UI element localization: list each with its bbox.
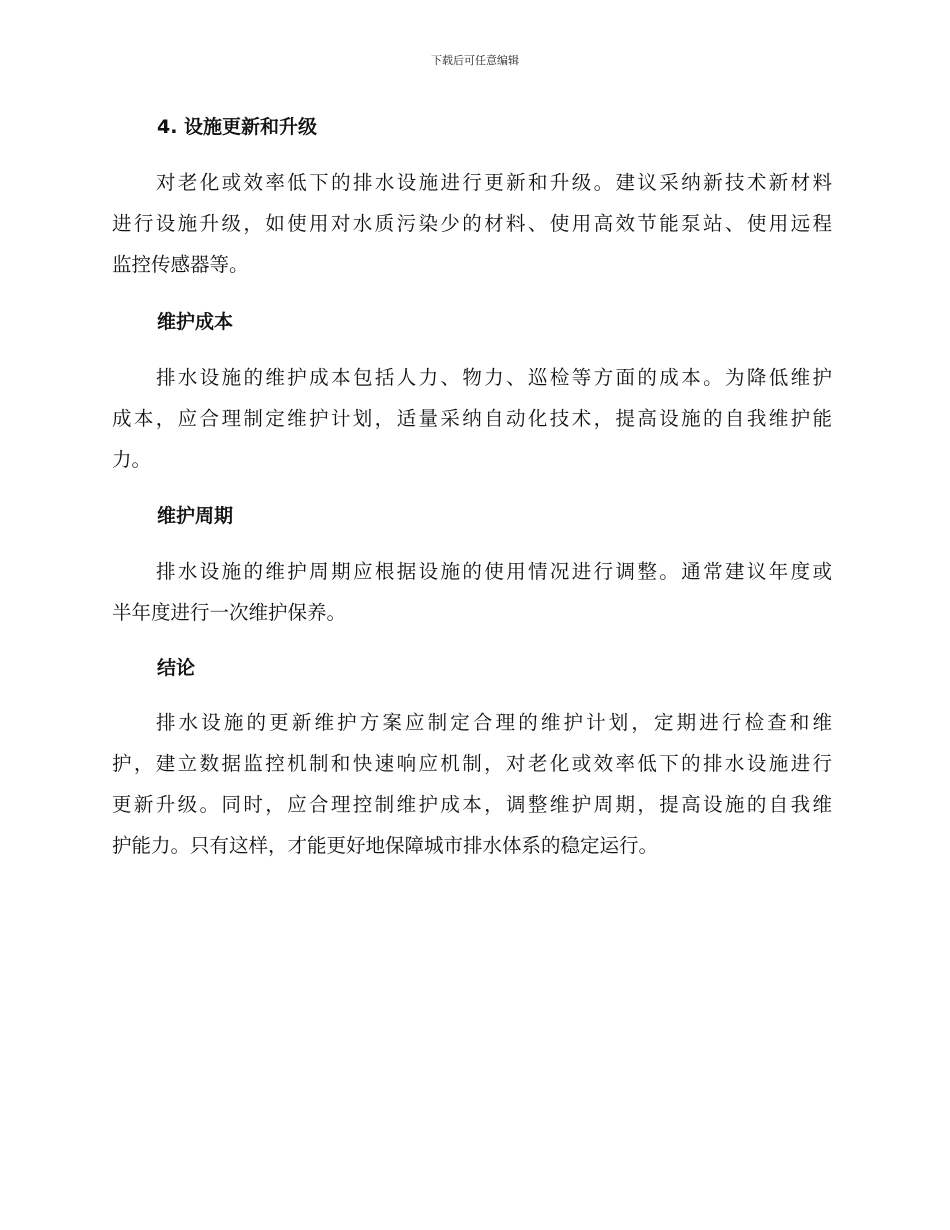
paragraph-line: 力。 <box>112 448 152 471</box>
paragraph-line: 护，建立数据监控机制和快速响应机制，对老化或效率低下的排水设施进行 <box>112 752 832 775</box>
section-paragraph-conclusion <box>112 702 832 866</box>
paragraph-line: 对老化或效率低下的排水设施进行更新和升级。建议采纳新技术新材料 <box>156 171 832 194</box>
section-heading-conclusion: 结论 <box>157 657 196 679</box>
paragraph-line: 半年度进行一次维护保养。 <box>112 601 347 624</box>
paragraph-line: 排水设施的维护周期应根据设施的使用情况进行调整。通常建议年度或 <box>156 560 832 583</box>
section-heading-maintenance-cycle: 维护周期 <box>157 505 234 527</box>
section-heading-upgrade: 4. 设施更新和升级 <box>157 116 318 138</box>
paragraph-line: 护能力。只有这样，才能更好地保障城市排水体系的稳定运行。 <box>112 834 659 857</box>
section-paragraph-upgrade <box>112 162 832 285</box>
paragraph-line: 排水设施的维护成本包括人力、物力、巡检等方面的成本。为降低维护 <box>156 366 832 389</box>
section-heading-maintenance-cost: 维护成本 <box>157 311 234 333</box>
paragraph-line: 进行设施升级，如使用对水质污染少的材料、使用高效节能泵站、使用远程 <box>112 212 832 235</box>
paragraph-line: 监控传感器等。 <box>112 253 249 276</box>
paragraph-line: 更新升级。同时，应合理控制维护成本，调整维护周期，提高设施的自我维 <box>112 793 832 816</box>
section-paragraph-maintenance-cost <box>112 357 832 480</box>
paragraph-line: 排水设施的更新维护方案应制定合理的维护计划，定期进行检查和维 <box>156 711 832 734</box>
paragraph-line: 成本，应合理制定维护计划，适量采纳自动化技术，提高设施的自我维护能 <box>112 407 832 430</box>
page-header: 下载后可任意编辑 <box>431 54 519 67</box>
section-paragraph-maintenance-cycle <box>112 551 832 633</box>
